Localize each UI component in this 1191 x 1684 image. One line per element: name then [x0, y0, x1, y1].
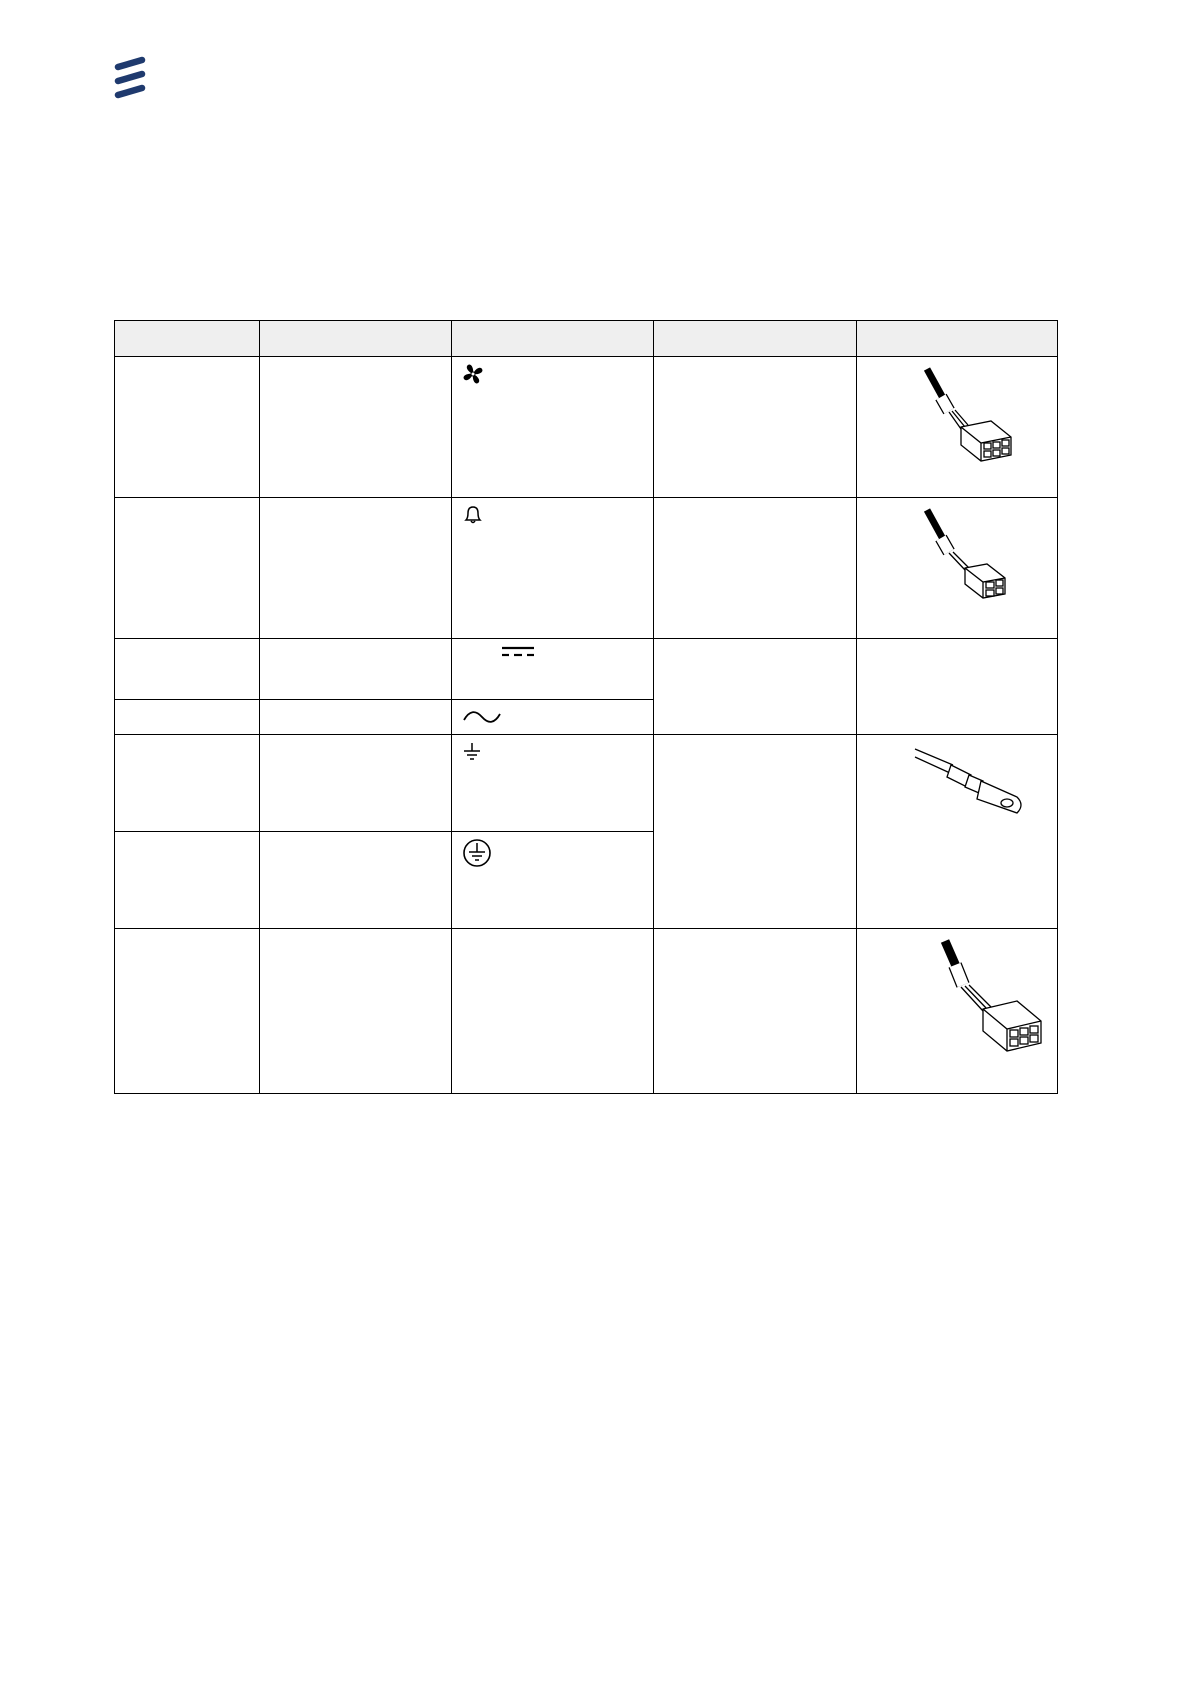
table-cell [260, 498, 452, 639]
connector-8pin-cable-icon [857, 929, 1057, 1089]
connector-spec-table [114, 320, 1058, 1094]
symbol-cell [452, 929, 654, 1094]
table-cell [857, 639, 1058, 735]
table-cell [654, 929, 857, 1094]
bell-alarm-icon [462, 504, 484, 526]
symbol-cell [452, 357, 654, 498]
header-cell [115, 321, 260, 357]
dc-current-icon [500, 643, 540, 661]
image-cell [857, 357, 1058, 498]
header-cell [452, 321, 654, 357]
fan-icon [462, 363, 484, 385]
image-cell [857, 735, 1058, 929]
table-cell [115, 735, 260, 832]
table-cell [260, 735, 452, 832]
table-header-row [115, 321, 1058, 357]
header-cell [654, 321, 857, 357]
table-cell [260, 700, 452, 735]
table-row [115, 735, 1058, 832]
table-row [115, 639, 1058, 700]
earth-ground-icon [462, 741, 482, 763]
symbol-cell [452, 700, 654, 735]
table-cell [654, 357, 857, 498]
table-cell [115, 832, 260, 929]
image-cell [857, 929, 1058, 1094]
table-cell [115, 639, 260, 700]
table-cell [260, 357, 452, 498]
symbol-cell [452, 498, 654, 639]
image-cell [857, 498, 1058, 639]
symbol-cell [452, 639, 654, 700]
ac-sine-icon [462, 706, 502, 728]
header-cell [857, 321, 1058, 357]
table-row [115, 357, 1058, 498]
connector-4pin-cable-icon [857, 498, 1057, 638]
symbol-cell [452, 735, 654, 832]
cable-ring-lug-icon [857, 735, 1057, 835]
connector-6pin-cable-icon [857, 357, 1057, 497]
table-cell [654, 498, 857, 639]
table-cell [260, 639, 452, 700]
header-cell [260, 321, 452, 357]
table-row [115, 929, 1058, 1094]
table-cell [115, 498, 260, 639]
table-cell [115, 700, 260, 735]
table-cell [115, 929, 260, 1094]
protective-earth-icon [462, 838, 492, 868]
table-cell [654, 735, 857, 929]
table-cell [260, 832, 452, 929]
symbol-cell [452, 832, 654, 929]
table-row [115, 498, 1058, 639]
table-cell [115, 357, 260, 498]
table-cell [260, 929, 452, 1094]
ericsson-logo-icon [112, 56, 148, 100]
table-cell [654, 639, 857, 735]
